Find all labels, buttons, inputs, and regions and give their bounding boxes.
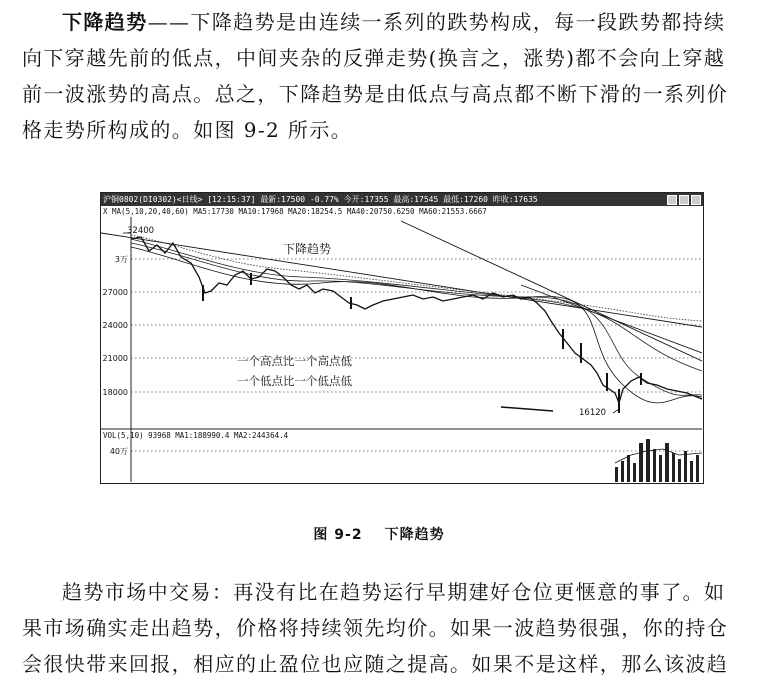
annot-high-value: 32400: [127, 226, 155, 236]
annot-low-value: 16120: [579, 408, 607, 418]
note-high: 一个高点比一个高点低: [237, 354, 352, 368]
outro-term: 趋势市场中交易: [62, 580, 212, 604]
moving-averages: [131, 235, 702, 403]
grid-lines: [131, 259, 702, 451]
y-label-21000: 21000: [102, 354, 128, 363]
y-label-30000: 3万: [114, 255, 128, 264]
steep-trendline: [401, 221, 702, 361]
outro-paragraph: [22, 574, 738, 682]
y-label-18000: 18000: [102, 388, 128, 397]
volume-bars: [615, 439, 699, 482]
volume-legend: VOL(5,10) 93968 MA1:188990.4 MA2:244364.4: [103, 431, 289, 440]
y-label-27000: 27000: [102, 288, 128, 297]
intro-dash: ——: [147, 10, 191, 34]
note-low: 一个低点比一个低点低: [237, 374, 352, 388]
figure-caption: [0, 524, 758, 544]
price-chart-svg: [101, 193, 702, 482]
outro-text: ：再没有比在趋势运行早期建好仓位更惬意的事了。如果市场确实走出趋势，价格将持续领先均价。如果一波趋势很强，你的持仓会很快带来回报，相应的止盈位也应随之提高。如果不是这样，那么该波趋: [22, 580, 729, 676]
extreme-markers: [123, 233, 619, 413]
caption-title: 下降趋势: [384, 527, 445, 543]
trend-label: 下降趋势: [283, 242, 332, 256]
chart-figure: [100, 192, 704, 484]
intro-text: 下降趋势是由连续一系列的跌势构成，每一段跌势都持续向下穿越先前的低点，中间夹杂的反弹走势(换言之，涨势)都不会向上穿越前一波涨势的高点。总之，下降趋势是由低点与高点都不断下滑的一系列价格走势所构成的。如图 9-2 所示。: [22, 10, 729, 142]
chart-header-text: 沪铜0802(DI0302)<日线> [12:15:37] 最新:17500 -0.77% 今开:17355 最高:17545 最低:17260 昨收:17635: [103, 195, 538, 204]
ma-legend: X MA(5,10,20,40,60) MA5:17730 MA10:17968 MA20:18254.5 MA40:20750.6250 MA60:21553.6667: [103, 207, 487, 216]
caption-label: 图 9-2: [313, 527, 363, 543]
y-label-24000: 24000: [102, 321, 128, 330]
main-trendline: [101, 233, 702, 327]
intro-term: 下降趋势: [62, 10, 148, 34]
intro-paragraph: [22, 4, 738, 148]
y-label-vol: 40万: [109, 447, 128, 456]
